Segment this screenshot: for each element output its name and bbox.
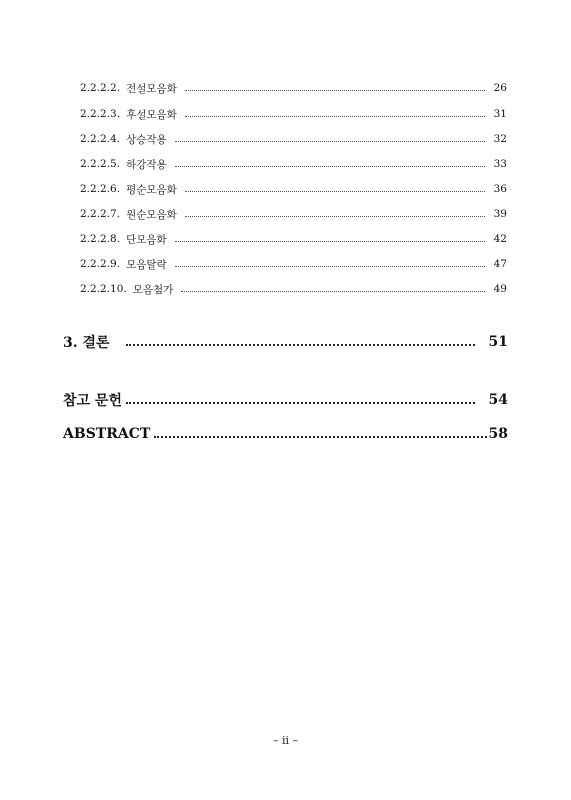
dot-leader: [185, 216, 485, 217]
toc-entry[interactable]: [80, 206, 507, 222]
toc-entry-number: 2.2.2.5.: [80, 158, 121, 170]
toc-entry-title: 평순모음화: [126, 183, 177, 196]
toc-entry[interactable]: [80, 231, 507, 247]
toc-entry-title: 모음탈락: [126, 258, 167, 271]
toc-entry[interactable]: [80, 156, 507, 172]
dot-leader: [154, 436, 486, 438]
toc-entry-page: 26: [493, 82, 507, 94]
toc-entry-number: 2.2.2.2.: [80, 82, 121, 94]
toc-entry-number: 2.2.2.10.: [80, 283, 127, 295]
toc-entry[interactable]: [80, 106, 507, 122]
dot-leader: [175, 166, 485, 167]
toc-entry-number: 2.2.2.9.: [80, 258, 121, 270]
toc-entry-number: 2.2.2.3.: [80, 108, 121, 120]
dot-leader: [126, 402, 475, 404]
toc-entry-number: 2.2.2.4.: [80, 133, 121, 145]
dot-leader: [181, 291, 485, 292]
dot-leader: [185, 116, 485, 117]
toc-entry[interactable]: [80, 181, 507, 197]
toc-major-title: 3. 결론: [63, 335, 110, 351]
toc-entry-number: 2.2.2.7.: [80, 208, 121, 220]
toc-major-page: 58: [488, 426, 508, 442]
dot-leader: [185, 191, 485, 192]
toc-entry-number: 2.2.2.6.: [80, 183, 121, 195]
toc-abstract[interactable]: [63, 423, 508, 445]
toc-entry-title: 모음첨가: [132, 283, 174, 296]
toc-major-page: 51: [488, 334, 508, 350]
toc-entry[interactable]: [80, 80, 507, 96]
toc-entry-title: 전설모음화: [126, 82, 177, 95]
toc-entry[interactable]: [80, 131, 507, 147]
toc-entry-page: 33: [493, 158, 507, 170]
toc-major-title: ABSTRACT: [63, 426, 151, 442]
toc-entry-title: 단모음화: [126, 233, 167, 246]
toc-entry-title: 원순모음화: [126, 208, 177, 221]
toc-entry-title: 하강작용: [126, 158, 167, 171]
toc-conclusion[interactable]: [63, 331, 508, 353]
dot-leader: [126, 344, 475, 346]
toc-entry-page: 47: [493, 258, 507, 270]
toc-entry[interactable]: [80, 256, 507, 272]
toc-major-page: 54: [488, 392, 508, 408]
dot-leader: [175, 241, 485, 242]
toc-entry-title: 후설모음화: [126, 108, 177, 121]
toc-entry-title: 상승작용: [126, 133, 167, 146]
toc-entry-page: 49: [493, 283, 507, 295]
toc-entry-page: 32: [493, 133, 507, 145]
toc-entry-page: 36: [493, 183, 507, 195]
toc-entry-page: 42: [493, 233, 507, 245]
toc-references[interactable]: [63, 389, 508, 411]
page-number-footer: – ii –: [272, 734, 299, 747]
toc-entry-page: 39: [493, 208, 507, 220]
toc-entry-number: 2.2.2.8.: [80, 233, 121, 245]
toc-entry-page: 31: [493, 108, 507, 120]
dot-leader: [175, 266, 485, 267]
toc-major-title: 참고 문헌: [63, 393, 122, 409]
toc-entry[interactable]: [80, 281, 507, 297]
dot-leader: [185, 90, 485, 91]
dot-leader: [175, 141, 485, 142]
